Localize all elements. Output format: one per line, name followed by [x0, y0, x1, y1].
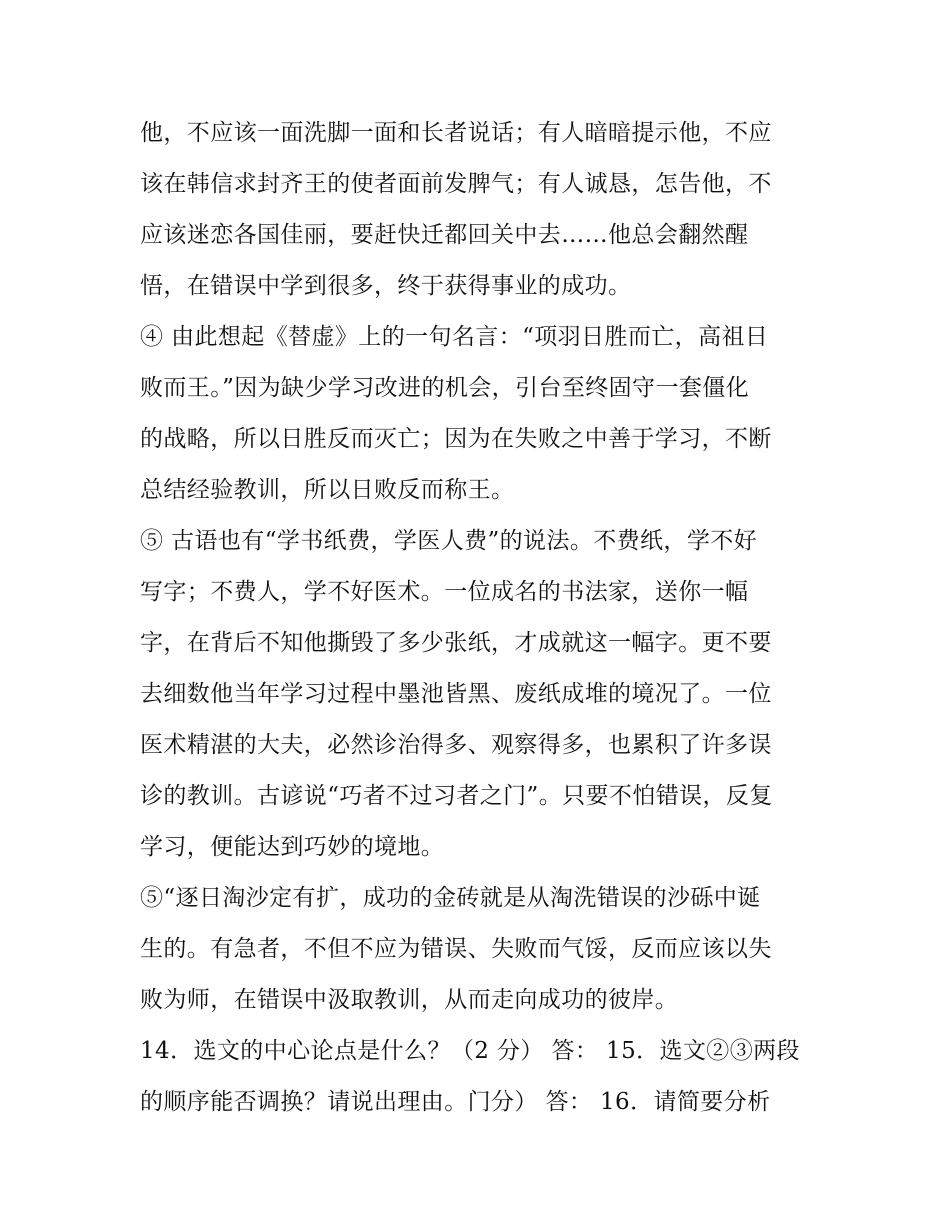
text-line: 生的。有急者，不但不应为错误、失败而气馁，反而应该以失	[140, 936, 772, 962]
text-line: 的战略，所以日胜反而灭亡；因为在失败之中善于学习，不断	[140, 426, 772, 452]
text-line: 总结经验教训，所以日败反而称王。	[140, 477, 515, 503]
text-line: 医术精湛的大夫，必然诊治得多、观察得多，也累积了许多误	[140, 732, 772, 758]
text-line: 去细数他当年学习过程中墨池皆黑、废纸成堆的境况了。一位	[140, 681, 772, 707]
text-line: 败而王。”因为缺少学习改进的机会，引台至终固守一套僵化	[140, 375, 750, 401]
text-line: 学习，便能达到巧妙的境地。	[140, 834, 445, 860]
essay-text	[140, 108, 820, 1128]
paragraph-5-line: ⑤ 古语也有“学书纸费，学医人费”的说法。不费纸，学不好	[140, 528, 758, 554]
question-line: 14．选文的中心论点是什么？（2 分） 答： 15．选文②③两段	[140, 1038, 800, 1064]
text-line: 悟，在错误中学到很多，终于获得事业的成功。	[140, 273, 632, 299]
text-line: 他，不应该一面洗脚一面和长者说话；有人暗暗提示他，不应	[140, 120, 772, 146]
text-line: 诊的教训。古谚说“巧者不过习者之门”。只要不怕错误，反复	[140, 783, 773, 809]
paragraph-4-line: ④ 由此想起《替虚》上的一句名言：“项羽日胜而亡，高祖日	[140, 324, 769, 350]
paragraph-6-line: ⑤“逐日淘沙定有扩，成功的金砖就是从淘洗错误的沙砾中诞	[140, 885, 761, 911]
text-line: 该在韩信求封齐王的使者面前发脾气；有人诚恳，怎告他，不	[140, 171, 772, 197]
text-line: 应该迷恋各国佳丽，要赶快迁都回关中去……他总会翻然醒	[140, 222, 749, 248]
text-line: 败为师，在错误中汲取教训，从而走向成功的彼岸。	[140, 987, 679, 1013]
text-line: 字，在背后不知他撕毁了多少张纸，才成就这一幅字。更不要	[140, 630, 772, 656]
question-line: 的顺序能否调换？请说出理由。门分） 答： 16．请简要分析	[140, 1089, 771, 1115]
text-line: 写字；不费人，学不好医术。一位成名的书法家，送你一幅	[140, 579, 749, 605]
